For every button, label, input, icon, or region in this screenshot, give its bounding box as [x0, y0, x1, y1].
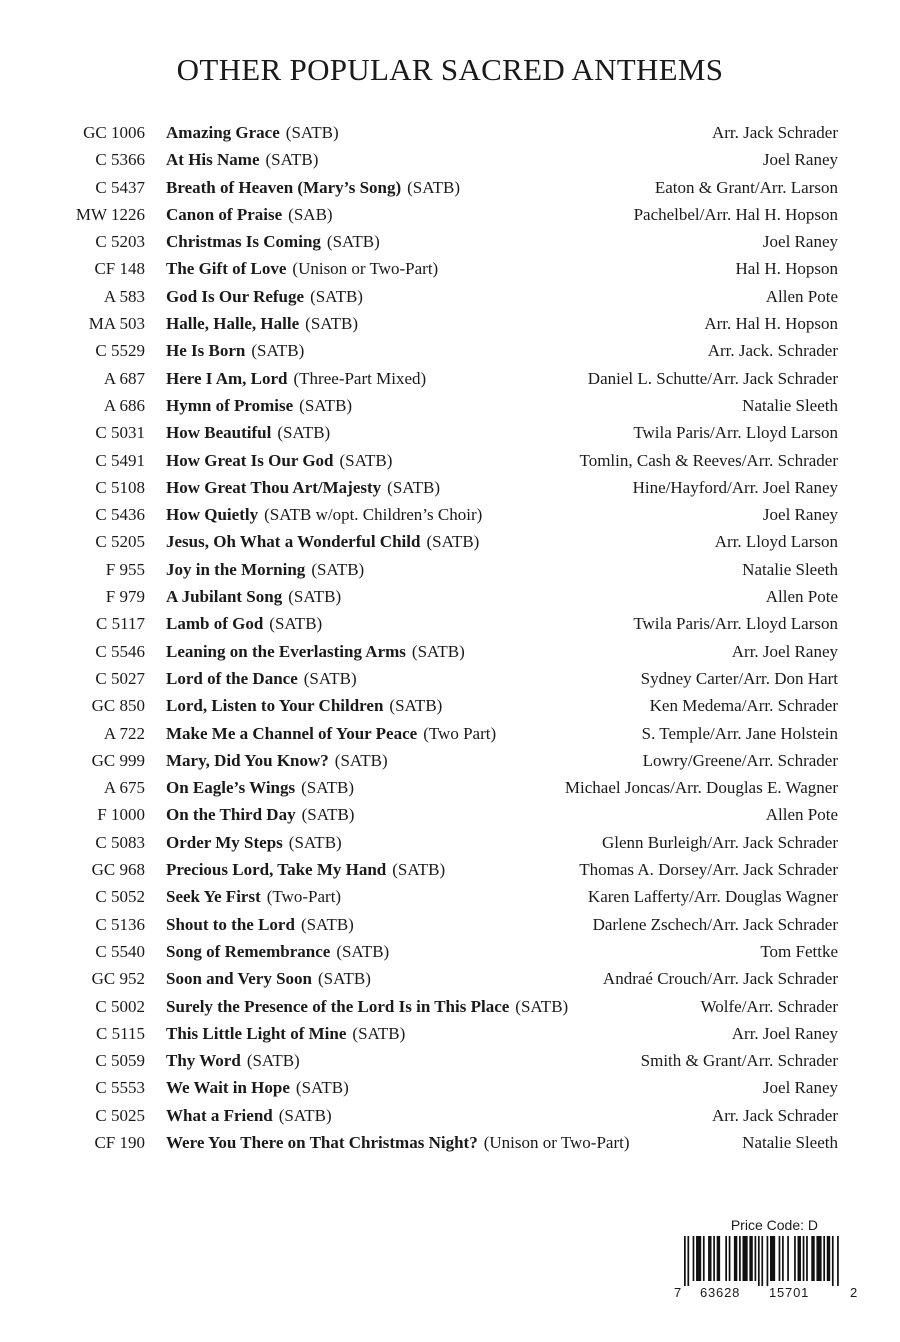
catalog-number: A 675: [103, 778, 145, 798]
composer-arranger: S. Temple/Arr. Jane Holstein: [641, 723, 838, 743]
barcode-bar: [758, 1236, 760, 1286]
anthem-title: Here I Am, Lord: [166, 368, 288, 388]
anthem-entry: [166, 911, 354, 938]
catalog-number: GC 1006: [83, 123, 145, 142]
anthem-row: [0, 1074, 900, 1101]
anthem-title: Jesus, Oh What a Wonderful Child: [166, 532, 421, 552]
voicing: (SATB): [277, 423, 331, 443]
anthem-row: [0, 610, 900, 637]
barcode-bar: [755, 1236, 757, 1281]
voicing: (SATB): [310, 286, 363, 306]
voicing: (Two-Part): [266, 887, 342, 907]
catalog-number: F 979: [105, 587, 145, 607]
barcode-bar: [693, 1236, 695, 1281]
voicing: (SATB): [265, 150, 319, 170]
anthem-title: Halle, Halle, Halle: [166, 314, 300, 334]
anthem-entry: [166, 337, 304, 364]
anthem-title: On Eagle’s Wings: [166, 778, 296, 798]
anthem-row: [0, 474, 900, 501]
composer-arranger: Natalie Sleeth: [742, 1132, 838, 1152]
anthem-row: [0, 501, 900, 528]
catalog-number: A 722: [103, 723, 145, 743]
anthem-entry: [166, 883, 341, 910]
barcode-last-digit: 2: [850, 1285, 858, 1300]
anthem-title: What a Friend: [166, 1105, 273, 1125]
voicing: (SATB): [288, 832, 342, 852]
voicing: (SATB): [278, 1105, 332, 1125]
anthem-title: Precious Lord, Take My Hand: [166, 860, 387, 880]
anthem-row: [0, 938, 900, 965]
voicing: (SATB): [326, 232, 380, 252]
barcode-bar: [717, 1236, 720, 1281]
composer-arranger: Hine/Hayford/Arr. Joel Raney: [632, 477, 838, 497]
catalog-number: CF 148: [94, 259, 145, 279]
catalog-number: A 687: [103, 368, 145, 388]
anthem-row: [0, 392, 900, 419]
anthem-entry: [166, 392, 352, 419]
composer-arranger: Arr. Jack Schrader: [711, 1105, 838, 1125]
anthem-title: How Beautiful: [166, 423, 272, 443]
voicing: (Unison or Two-Part): [483, 1132, 630, 1152]
anthem-entry: [166, 255, 438, 282]
catalog-number: C 5366: [95, 150, 145, 170]
anthem-title: Christmas Is Coming: [166, 232, 321, 252]
anthem-title: On the Third Day: [166, 805, 296, 825]
anthem-entry: [166, 665, 357, 692]
anthem-title: Thy Word: [166, 1051, 241, 1071]
catalog-number: C 5491: [95, 450, 145, 470]
voicing: (SATB): [515, 996, 569, 1016]
barcode-bar: [779, 1236, 781, 1281]
anthem-row: [0, 638, 900, 665]
anthem-entry: [166, 638, 465, 665]
voicing: (SATB): [301, 805, 355, 825]
barcode-right-digits: 15701: [769, 1285, 810, 1300]
catalog-number: F 955: [105, 559, 145, 579]
anthem-row: [0, 1047, 900, 1074]
anthem-row: [0, 1020, 900, 1047]
anthem-row: [0, 556, 900, 583]
barcode-bar: [798, 1236, 801, 1281]
catalog-number: GC 850: [91, 696, 145, 716]
anthem-entry: [166, 447, 392, 474]
anthem-entry: [166, 829, 342, 856]
anthem-title: Lord, Listen to Your Children: [166, 696, 384, 716]
anthem-title: Lord of the Dance: [166, 668, 298, 688]
anthem-title: He Is Born: [166, 341, 246, 361]
catalog-number: C 5205: [95, 532, 145, 552]
composer-arranger: Twila Paris/Arr. Lloyd Larson: [633, 423, 838, 443]
catalog-number: GC 999: [91, 750, 145, 770]
anthem-row: [0, 692, 900, 719]
anthem-entry: [166, 501, 482, 528]
anthem-row: [0, 146, 900, 173]
barcode-bar: [767, 1236, 769, 1286]
voicing: (SATB): [269, 614, 323, 634]
anthem-entry: [166, 583, 341, 610]
anthem-row: [0, 365, 900, 392]
anthem-row: [0, 1129, 900, 1156]
composer-arranger: Wolfe/Arr. Schrader: [700, 996, 838, 1016]
anthem-title: We Wait in Hope: [166, 1078, 290, 1098]
composer-arranger: Joel Raney: [762, 505, 838, 525]
voicing: (SATB): [299, 395, 353, 415]
barcode-bar: [739, 1236, 741, 1281]
composer-arranger: Twila Paris/Arr. Lloyd Larson: [633, 614, 838, 634]
barcode-image: [684, 1236, 850, 1286]
anthem-title: God Is Our Refuge: [166, 286, 305, 306]
catalog-number: C 5108: [95, 477, 145, 497]
barcode-bar: [782, 1236, 784, 1281]
voicing: (SATB): [339, 450, 393, 470]
anthem-title: Joy in the Morning: [166, 559, 306, 579]
voicing: (SATB): [311, 559, 365, 579]
voicing: (SATB): [305, 314, 359, 334]
anthem-entry: [166, 119, 339, 146]
anthem-entry: [166, 692, 442, 719]
composer-arranger: Natalie Sleeth: [742, 395, 838, 415]
anthem-title: A Jubilant Song: [166, 587, 283, 607]
anthem-row: [0, 965, 900, 992]
composer-arranger: Glenn Burleigh/Arr. Jack Schrader: [601, 832, 838, 852]
voicing: (SATB): [407, 177, 461, 197]
composer-arranger: Joel Raney: [762, 232, 838, 252]
anthem-entry: [166, 610, 322, 637]
barcode-bar: [803, 1236, 805, 1281]
page-title: OTHER POPULAR SACRED ANTHEMS: [176, 52, 724, 87]
voicing: (SATB): [336, 941, 390, 961]
composer-arranger: Allen Pote: [765, 587, 838, 607]
voicing: (SATB): [300, 914, 354, 934]
composer-arranger: Andraé Crouch/Arr. Jack Schrader: [602, 969, 838, 989]
catalog-number: MA 503: [88, 314, 145, 334]
barcode-bar: [816, 1236, 821, 1281]
anthem-row: [0, 720, 900, 747]
voicing: (Two Part): [423, 723, 497, 743]
anthem-entry: [166, 965, 371, 992]
composer-arranger: Ken Medema/Arr. Schrader: [649, 696, 838, 716]
anthem-row: [0, 583, 900, 610]
anthem-title: Breath of Heaven (Mary’s Song): [166, 177, 402, 197]
composer-arranger: Tom Fettke: [760, 941, 838, 961]
composer-arranger: Arr. Joel Raney: [731, 1023, 838, 1043]
anthem-row: [0, 174, 900, 201]
voicing: (SATB): [285, 123, 339, 142]
barcode-bar: [696, 1236, 701, 1281]
composer-arranger: Sydney Carter/Arr. Don Hart: [640, 668, 838, 688]
anthem-row: [0, 337, 900, 364]
composer-arranger: Pachelbel/Arr. Hal H. Hopson: [633, 204, 838, 224]
anthem-entry: [166, 856, 445, 883]
voicing: (SATB): [334, 750, 388, 770]
barcode-first-digit: 7: [674, 1285, 682, 1300]
catalog-number: MW 1226: [75, 204, 145, 224]
catalog-number: C 5553: [95, 1078, 145, 1098]
anthem-title: Amazing Grace: [166, 123, 280, 142]
anthem-entry: [166, 283, 363, 310]
barcode-bar: [770, 1236, 775, 1281]
barcode-bar: [827, 1236, 830, 1281]
barcode-bar: [749, 1236, 752, 1281]
voicing: (SATB): [303, 668, 357, 688]
anthem-title: Soon and Very Soon: [166, 969, 312, 989]
voicing: (SATB): [411, 641, 465, 661]
anthem-row: [0, 228, 900, 255]
catalog-number: F 1000: [97, 805, 145, 825]
anthem-row: [0, 447, 900, 474]
anthem-entry: [166, 310, 358, 337]
composer-arranger: Arr. Jack Schrader: [711, 123, 838, 142]
anthem-row: [0, 201, 900, 228]
anthem-title: Make Me a Channel of Your Peace: [166, 723, 418, 743]
composer-arranger: Eaton & Grant/Arr. Larson: [654, 177, 838, 197]
anthem-title: This Little Light of Mine: [166, 1023, 347, 1043]
anthem-title: How Quietly: [166, 505, 259, 525]
anthem-row: [0, 911, 900, 938]
anthem-entry: [166, 419, 330, 446]
catalog-number: C 5437: [95, 177, 145, 197]
anthem-row: [0, 255, 900, 282]
composer-arranger: Michael Joncas/Arr. Douglas E. Wagner: [564, 778, 838, 798]
catalog-number: C 5052: [95, 887, 145, 907]
composer-arranger: Hal H. Hopson: [735, 259, 838, 279]
barcode-left-digits: 63628: [700, 1285, 741, 1300]
voicing: (SATB): [295, 1078, 349, 1098]
anthem-row: [0, 283, 900, 310]
anthem-entry: [166, 993, 568, 1020]
price-code: Price Code: D: [730, 1217, 818, 1233]
barcode-bar: [787, 1236, 789, 1281]
barcode-bar: [761, 1236, 763, 1286]
catalog-number: C 5203: [95, 232, 145, 252]
composer-arranger: Arr. Joel Raney: [731, 641, 838, 661]
anthem-list: [0, 119, 900, 1156]
anthem-title: How Great Thou Art/Majesty: [166, 477, 382, 497]
composer-arranger: Allen Pote: [765, 286, 838, 306]
anthem-row: [0, 883, 900, 910]
voicing: (SATB): [389, 696, 443, 716]
anthem-row: [0, 829, 900, 856]
catalog-number: C 5031: [95, 423, 145, 443]
barcode-bar: [725, 1236, 727, 1281]
composer-arranger: Natalie Sleeth: [742, 559, 838, 579]
anthem-entry: [166, 1020, 405, 1047]
anthem-title: Shout to the Lord: [166, 914, 295, 934]
catalog-number: C 5436: [95, 505, 145, 525]
anthem-title: Seek Ye First: [166, 887, 261, 907]
composer-arranger: Karen Lafferty/Arr. Douglas Wagner: [587, 887, 838, 907]
voicing: (Unison or Two-Part): [292, 259, 439, 279]
catalog-number: C 5059: [95, 1051, 145, 1071]
barcode-bar: [832, 1236, 834, 1286]
anthem-title: How Great Is Our God: [166, 450, 334, 470]
anthem-entry: [166, 365, 426, 392]
composer-arranger: Joel Raney: [762, 1078, 838, 1098]
catalog-number: GC 952: [91, 969, 145, 989]
composer-arranger: Joel Raney: [762, 150, 838, 170]
composer-arranger: Tomlin, Cash & Reeves/Arr. Schrader: [579, 450, 838, 470]
anthem-entry: [166, 474, 440, 501]
catalog-number: C 5002: [95, 996, 145, 1016]
anthem-entry: [166, 174, 460, 201]
barcode-bar: [837, 1236, 839, 1286]
anthem-title: The Gift of Love: [166, 259, 287, 279]
barcode-bar: [703, 1236, 705, 1281]
anthem-row: [0, 119, 900, 146]
composer-arranger: Darlene Zschech/Arr. Jack Schrader: [592, 914, 838, 934]
barcode-bar: [729, 1236, 731, 1281]
anthem-title: Song of Remembrance: [166, 941, 331, 961]
voicing: (SATB w/opt. Children’s Choir): [264, 505, 483, 525]
barcode-bar: [708, 1236, 711, 1281]
anthem-entry: [166, 801, 354, 828]
anthem-title: Hymn of Promise: [166, 395, 294, 415]
barcode-block: [672, 1212, 862, 1312]
barcode-bar: [713, 1236, 715, 1281]
catalog-number: C 5540: [95, 941, 145, 961]
barcode-bar: [687, 1236, 689, 1286]
anthem-row: [0, 1102, 900, 1129]
barcode-bar: [734, 1236, 737, 1281]
barcode-bar: [794, 1236, 796, 1281]
anthem-title: Were You There on That Christmas Night?: [166, 1132, 478, 1152]
anthem-row: [0, 856, 900, 883]
anthem-entry: [166, 228, 380, 255]
anthem-entry: [166, 774, 354, 801]
voicing: (SATB): [246, 1051, 300, 1071]
anthem-row: [0, 801, 900, 828]
anthem-title: At His Name: [166, 150, 260, 170]
anthem-entry: [166, 1074, 349, 1101]
anthem-row: [0, 993, 900, 1020]
catalog-number: A 583: [103, 286, 145, 306]
anthem-entry: [166, 1102, 332, 1129]
voicing: (SATB): [387, 477, 441, 497]
anthem-row: [0, 747, 900, 774]
barcode-bar: [742, 1236, 747, 1281]
anthem-title: Order My Steps: [166, 832, 283, 852]
catalog-number: C 5027: [95, 668, 145, 688]
anthem-entry: [166, 528, 479, 555]
anthem-entry: [166, 1047, 300, 1074]
catalog-number: C 5136: [95, 914, 145, 934]
composer-arranger: Lowry/Greene/Arr. Schrader: [642, 750, 838, 770]
composer-arranger: Thomas A. Dorsey/Arr. Jack Schrader: [579, 860, 838, 880]
anthem-title: Surely the Presence of the Lord Is in This Place: [166, 996, 510, 1016]
voicing: (SATB): [317, 969, 371, 989]
catalog-number: C 5083: [95, 832, 145, 852]
anthem-title: Canon of Praise: [166, 204, 283, 224]
voicing: (SATB): [301, 778, 355, 798]
voicing: (SATB): [288, 587, 342, 607]
composer-arranger: Allen Pote: [765, 805, 838, 825]
anthem-title: Mary, Did You Know?: [166, 750, 329, 770]
anthem-row: [0, 310, 900, 337]
anthem-entry: [166, 556, 364, 583]
barcode-bar: [684, 1236, 686, 1286]
catalog-number: A 686: [103, 395, 145, 415]
barcode-bar: [811, 1236, 814, 1281]
anthem-entry: [166, 201, 333, 228]
composer-arranger: Arr. Jack. Schrader: [707, 341, 838, 361]
voicing: (SAB): [288, 204, 333, 224]
anthem-entry: [166, 938, 389, 965]
catalog-number: GC 968: [91, 860, 145, 880]
composer-arranger: Arr. Hal H. Hopson: [704, 314, 838, 334]
composer-arranger: Arr. Lloyd Larson: [714, 532, 838, 552]
anthem-row: [0, 774, 900, 801]
anthem-row: [0, 419, 900, 446]
anthem-title: Lamb of God: [166, 614, 264, 634]
voicing: (SATB): [426, 532, 480, 552]
catalog-number: C 5529: [95, 341, 145, 361]
voicing: (SATB): [251, 341, 305, 361]
voicing: (SATB): [352, 1023, 406, 1043]
anthem-entry: [166, 720, 496, 747]
catalog-number: C 5117: [96, 614, 145, 634]
composer-arranger: Daniel L. Schutte/Arr. Jack Schrader: [587, 368, 838, 388]
voicing: (SATB): [392, 860, 446, 880]
anthem-row: [0, 528, 900, 555]
catalog-number: C 5546: [95, 641, 145, 661]
catalog-number: C 5115: [96, 1023, 145, 1043]
anthem-entry: [166, 1129, 630, 1156]
anthem-entry: [166, 747, 388, 774]
catalog-number: C 5025: [95, 1105, 145, 1125]
composer-arranger: Smith & Grant/Arr. Schrader: [640, 1051, 838, 1071]
catalog-number: CF 190: [94, 1132, 145, 1152]
barcode-bar: [806, 1236, 808, 1281]
voicing: (Three-Part Mixed): [293, 368, 427, 388]
anthem-row: [0, 665, 900, 692]
anthem-entry: [166, 146, 318, 173]
barcode-bar: [823, 1236, 825, 1281]
anthem-title: Leaning on the Everlasting Arms: [166, 641, 406, 661]
